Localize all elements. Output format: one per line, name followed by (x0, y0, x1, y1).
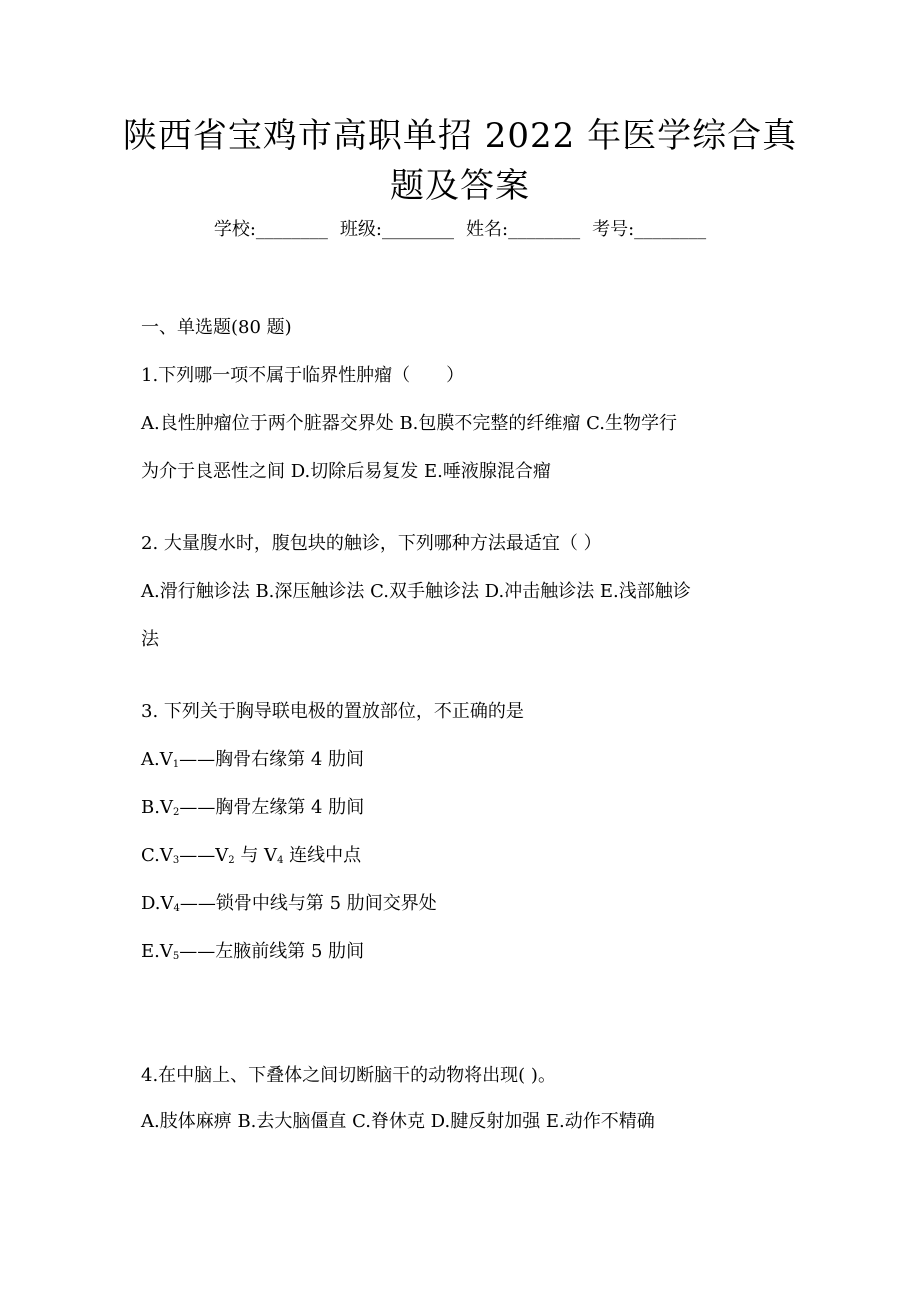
question-3-stem: 3. 下列关于胸导联电极的置放部位，不正确的是 (141, 701, 524, 722)
question-4-stem: 4.在中脑上、下叠体之间切断脑干的动物将出现( )。 (141, 1065, 556, 1086)
question-3-option-a: $A.V_1——$胸骨右缘第 4 肋间 (141, 749, 365, 770)
question-2-options-line-2: 法 (141, 629, 159, 650)
student-info-row (0, 216, 920, 244)
class-field: 班级:________ (339, 219, 454, 240)
question-3-option-e: $E.V_5——$左腋前线第 5 肋间 (141, 941, 365, 962)
question-3-option-c: $C.V_3——V_2$ 与 $V_4$ 连线中点 (141, 845, 362, 866)
exam-number-field: 考号:________ (592, 219, 707, 240)
section-heading: 一、单选题(80 题) (141, 317, 292, 338)
question-1-options-line-1: A.良性肿瘤位于两个脏器交界处 B.包膜不完整的纤维瘤 C.生物学行 (141, 413, 677, 434)
document-title-line-2: 题及答案 (390, 166, 530, 206)
question-3-option-b: $B.V_2——$胸骨左缘第 4 肋间 (141, 797, 365, 818)
name-field: 姓名:________ (466, 219, 581, 240)
question-2-options-line-1: A.滑行触诊法 B.深压触诊法 C.双手触诊法 D.冲击触诊法 E.浅部触诊 (141, 581, 691, 602)
document-title-line-1: 陕西省宝鸡市高职单招 2022 年医学综合真 (122, 116, 798, 156)
question-1-stem: 1.下列哪一项不属于临界性肿瘤（ ） (141, 365, 465, 386)
school-field: 学校:________ (213, 219, 328, 240)
question-3-option-d: $D.V_4——$锁骨中线与第 5 肋间交界处 (141, 893, 437, 914)
question-1-options-line-2: 为介于良恶性之间 D.切除后易复发 E.唾液腺混合瘤 (141, 461, 551, 482)
question-2-stem: 2. 大量腹水时，腹包块的触诊，下列哪种方法最适宜（ ） (141, 533, 602, 554)
question-4-options-line-1: A.肢体麻痹 B.去大脑僵直 C.脊休克 D.腱反射加强 E.动作不精确 (141, 1111, 655, 1132)
